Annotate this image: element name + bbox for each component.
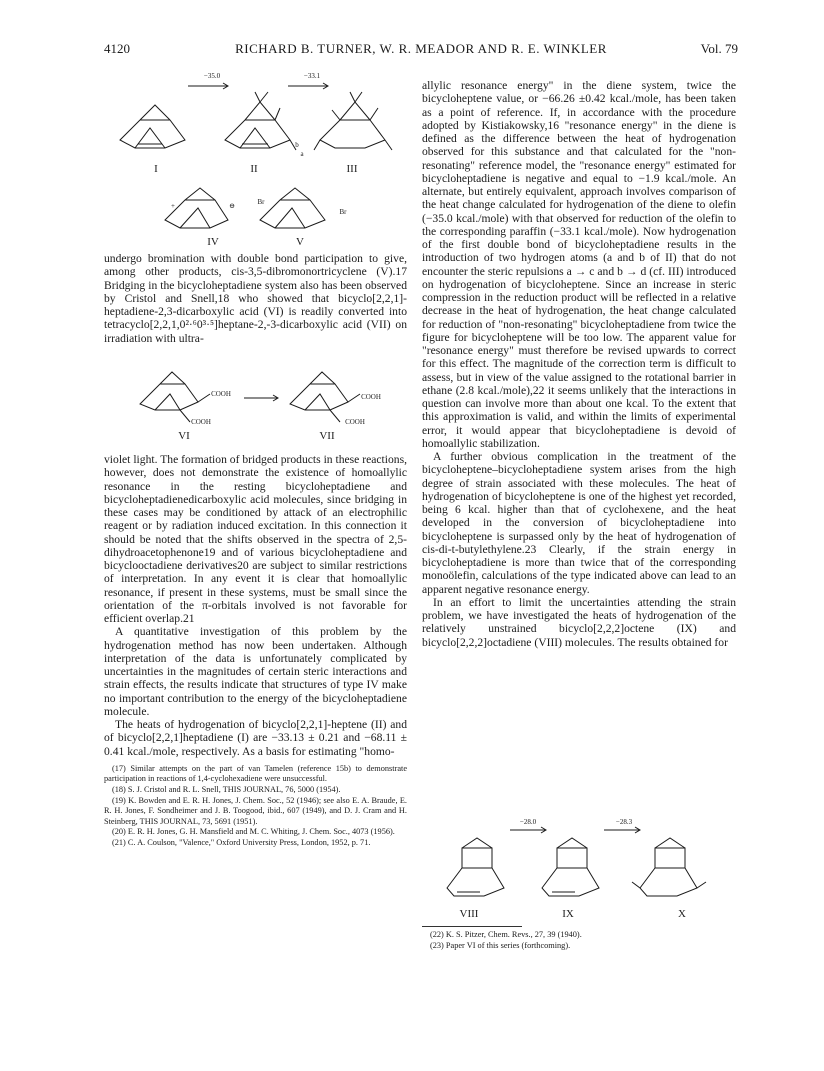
right-paragraph-1: allylic resonance energy" in the diene system, twice the bicycloheptene value, or −66.26 ±0.42 kcal./mole, has been taken as a point of reference. If, in accordance with the procedure adopted by Kistiakowsky,16 "resonance energy" in the diene is defined as the difference between the heat of hydrogenation observed for this substance and that calculated for the "non-resonating" reference model, the "resonance energy" estimated for bicycloheptadiene is negative and equal to −1.9 kcal./mole. An alternate, but entirely equivalent, approach involves comparison of the heat change calculated for hydrogenation of the diene to olefin (−35.0 kcal./mole) with that observed for reduction of the olefin to the corresponding paraffin (−33.1 kcal./mole). Now hydrogenation of the first double bond of bicycloheptadiene results in the introduction of two hydrogen atoms (a and b of II) that do not encounter the steric repulsions a → c and b → d (cf. III) introduced on hydrogenation of bicycloheptene. Since an increase in steric compression in the reduction product will be reflected in a relative decrease in the heat of hydrogenation, the heat change calculated for reduction of "non-resonating" bicycloheptadiene from twice the figure for bicycloheptene will be too low. The apparent value for "resonance energy" must therefore be revised upwards to correct for this effect. The magnitude of the correction term is difficult to assess, but in view of the value assigned to the rotational barrier in ethane (2.8 kcal./mole),22 it seems unlikely that the interactions in question can involve more than about one kcal. To the extent that this approximation is valid, and within the limits of experimental error, it would appear that bicycloheptadiene is devoid of homoallylic stabilization. (422, 79, 736, 450)
structure-ii (225, 92, 296, 150)
volume-label: Vol. 79 (700, 41, 738, 56)
compound-label-viii: VIII (459, 908, 479, 920)
cooh-label-4: COOH (345, 418, 365, 426)
cooh-label-1: COOH (211, 390, 231, 398)
right-footnotes (422, 924, 736, 951)
arrow-label-35: −35.0 (203, 72, 221, 80)
footnote-22: (22) K. S. Pitzer, Chem. Revs., 27, 39 (1940). (430, 930, 582, 939)
structure-drawings-3 (422, 826, 742, 906)
right-column (422, 79, 736, 649)
footnote-18: (18) S. J. Cristol and R. L. Snell, THIS JOURNAL, 76, 5000 (1954). (112, 784, 341, 794)
structure-ix (542, 838, 599, 896)
page-number: 4120 (104, 41, 130, 56)
compound-label-ii: II (250, 163, 258, 175)
structure-vi (140, 372, 210, 422)
author-line: RICHARD B. TURNER, W. R. MEADOR AND R. E. WINKLER (235, 41, 607, 56)
cooh-label-3: COOH (361, 393, 381, 401)
left-column-top (104, 252, 407, 345)
compound-label-iv: IV (207, 236, 219, 248)
left-paragraph-4: The heats of hydrogenation of bicyclo[2,2,1]-heptene (II) and of bicyclo[2,2,1]heptadiene (I) are −33.13 ± 0.21 and −68.11 ± 0.41 kcal./mole, respectively. As a basis for estimating "homo- (104, 718, 407, 758)
right-paragraph-3: In an effort to limit the uncertainties attending the strain problem, we have investigated the heats of hydrogenation of the relatively unstrained bicyclo[2,2,2]octene (IX) and bicyclo[2,2,2]octadiene (VIII) molecules. The results obtained for (422, 595, 736, 649)
bromine-label-2: Br (339, 208, 347, 216)
left-column-main (104, 453, 407, 849)
structure-v (260, 188, 325, 228)
structure-x (632, 838, 706, 896)
charge-plus: + (171, 202, 175, 210)
structure-iii (314, 92, 392, 150)
arrow-label-28-0: −28.0 (519, 818, 537, 826)
arrow-label-33: −33.1 (303, 72, 321, 80)
left-footnotes (104, 764, 407, 849)
compound-label-vi: VI (178, 430, 190, 442)
bromine-label-1: Br (257, 198, 265, 206)
structure-viii (447, 838, 504, 896)
footnote-23: (23) Paper VI of this series (forthcoming). (430, 940, 571, 950)
compound-label-ix: IX (562, 908, 574, 920)
footnote-19: (19) K. Bowden and E. R. H. Jones, J. Chem. Soc., 52 (1946); see also E. A. Braude, E. R. H. Jones, F. Sondheimer and J. B. Toogood, ibid., 607 (1949), and D. J. Cram and H. Steinberg, THIS JOURNAL, 73, 5691 (1951). (104, 795, 407, 826)
arrow-label-28-3: −28.3 (615, 818, 633, 826)
compound-label-v: V (296, 236, 304, 248)
compound-label-iii: III (346, 163, 358, 175)
footnote-20: (20) E. R. H. Jones, G. H. Mansfield and M. C. Whiting, J. Chem. Soc., 4073 (1956). (112, 827, 395, 837)
structure-i (120, 105, 185, 148)
footnote-17: (17) Similar attempts on the part of van Tamelen (reference 15b) to demonstrate participation in reactions of 1,4-cyclohexadiene were unsuccessful. (104, 763, 407, 784)
cooh-label-2: COOH (191, 418, 211, 426)
compound-label-vii: VII (319, 430, 335, 442)
compound-label-i: I (154, 163, 158, 175)
atom-label-b: b (295, 141, 299, 149)
left-paragraph-2: violet light. The formation of bridged products in these reactions, however, does not demonstrate the existence of homoallylic resonance in the resting bicycloheptadiene and bicycloheptadienedicarboxylic acid molecules, since bridging in these cases may be conditioned by attack of an electrophilic reagent or by radiation induced excitation. In this connection it should be noted that the shifts observed in the spectra of 2,5-dihydroacetophenone19 and of various bicycloheptadiene and bicyclooctadiene derivatives20 are subject to similar restrictions of interpretation. In any event it is clear that homoallylic resonance, if present in these systems, must be small since the orientation of the π-orbitals involved is not favorable for efficient overlap.21 (104, 453, 407, 625)
compound-label-x: X (678, 908, 686, 920)
right-paragraph-2: A further obvious complication in the treatment of the bicycloheptene–bicycloheptadiene system arises from the high degree of strain associated with these molecules. The heat of hydrogenation of bicycloheptene is one of the highest yet recorded, being 6 kcal. higher than that of cyclohexene, and the heat developed in the conversion of bicycloheptadiene into bicycloheptene is surpassed only by the heat of hydrogenation of cis-di-t-butylethylene.23 Clearly, if the strain energy in bicycloheptadiene is more than twice that of the corresponding monoölefin, calculations of the type indicated above can lead to an apparent negative resonance energy. (422, 450, 736, 596)
atom-label-a: a (300, 150, 304, 158)
left-paragraph-1: undergo bromination with double bond participation to give, among other products, cis-3,5-dibromonortricyclene (V).17 Bridging in the bicycloheptadiene system also has been observed by Cristol and Snell,18 who showed that bicyclo[2,2,1]-heptadiene-2,3-dicarboxylic acid (VI) is readily converted into tetracyclo[2,2,1,0²·⁶0³·⁵]heptane-2,-3-dicarboxylic acid (VII) on irradiation with ultra- (104, 252, 407, 345)
charge-minus: ⊖ (229, 202, 235, 210)
footnote-21: (21) C. A. Coulson, "Valence," Oxford University Press, London, 1952, p. 71. (112, 837, 371, 847)
left-paragraph-3: A quantitative investigation of this problem by the hydrogenation method has now been undertaken. Although interpretation of the data is unfortunately complicated by uncertainties in the magnitudes of certain steric interactions and strain effects, the results indicate that structures of type IV make no important contribution to the energy of the bicycloheptadiene molecule. (104, 625, 407, 718)
structure-vii (290, 372, 360, 422)
footnote-rule (422, 926, 522, 927)
